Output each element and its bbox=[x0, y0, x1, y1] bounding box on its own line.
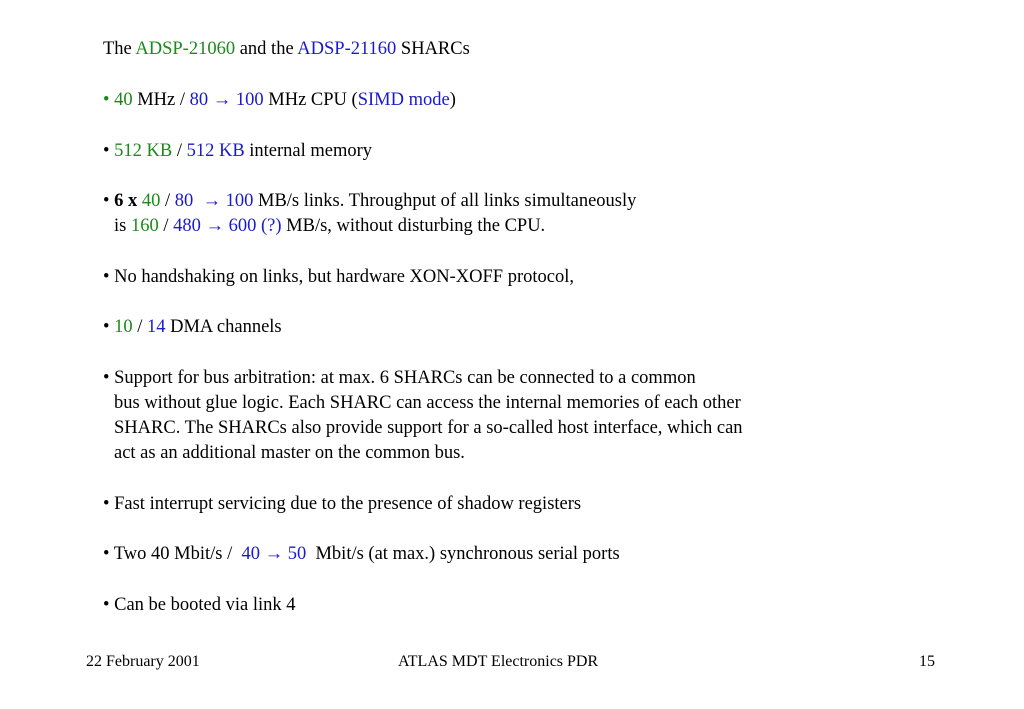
bullet-internal-memory bbox=[103, 140, 372, 162]
title-prefix: The bbox=[103, 39, 132, 59]
value-dma-21060: 10 bbox=[114, 317, 133, 337]
value-memory-21160: 512 KB bbox=[186, 141, 245, 161]
bullet-marker: • bbox=[103, 90, 110, 110]
value-dma-21160: 14 bbox=[147, 317, 166, 337]
text-without-disturbing: MB/s, without disturbing the CPU. bbox=[286, 216, 546, 236]
bullet-marker: • bbox=[103, 317, 110, 337]
text-is: is bbox=[114, 216, 127, 236]
bullet-marker: • bbox=[103, 191, 110, 211]
text-six-x: 6 x bbox=[114, 191, 138, 211]
value-throughput-21160-old: 480 bbox=[173, 216, 201, 236]
text-mhz-cpu: MHz CPU ( bbox=[268, 90, 358, 110]
separator: / bbox=[163, 216, 169, 236]
value-link-21060: 40 bbox=[141, 191, 161, 211]
text-bus-arbitration-4: act as an additional master on the common bus. bbox=[114, 443, 465, 463]
bullet-interrupts bbox=[103, 493, 581, 515]
text-mhz: MHz / bbox=[137, 90, 186, 110]
value-throughput-21160-new: 600 (?) bbox=[228, 216, 282, 236]
simd-mode: SIMD mode bbox=[357, 90, 450, 110]
title-and: and the bbox=[239, 39, 294, 59]
value-mhz-21060: 40 bbox=[114, 90, 133, 110]
bullet-boot bbox=[103, 594, 295, 616]
bullet-marker: • bbox=[103, 141, 110, 161]
text-internal-memory: internal memory bbox=[249, 141, 373, 161]
text-links-throughput: MB/s links. Throughput of all links simultaneously bbox=[258, 191, 637, 211]
bullet-dma bbox=[103, 316, 282, 338]
bullet-cpu-speed bbox=[103, 89, 456, 111]
text-interrupts: Fast interrupt servicing due to the presence of shadow registers bbox=[114, 494, 582, 514]
value-serial-old: 40 bbox=[241, 544, 260, 564]
chip-adsp-21160: ADSP-21160 bbox=[297, 39, 397, 59]
bullet-marker: • bbox=[103, 267, 110, 287]
arrow-icon: → bbox=[264, 544, 284, 564]
text-serial-ports: Mbit/s (at max.) synchronous serial ports bbox=[315, 544, 620, 564]
value-link-21160-new: 100 bbox=[225, 191, 254, 211]
separator: / bbox=[164, 191, 171, 211]
bullet-marker: • bbox=[103, 544, 110, 564]
text-bus-arbitration-3: SHARC. The SHARCs also provide support for a so-called host interface, which can bbox=[114, 418, 743, 438]
slide-title bbox=[103, 38, 470, 60]
text-boot: Can be booted via link 4 bbox=[114, 595, 296, 615]
value-mhz-21160-old: 80 bbox=[189, 90, 209, 110]
value-memory-21060: 512 KB bbox=[114, 141, 173, 161]
footer-date: 22 February 2001 bbox=[86, 653, 200, 670]
title-suffix: SHARCs bbox=[400, 39, 470, 59]
arrow-icon: → bbox=[212, 90, 232, 110]
arrow-icon: → bbox=[205, 216, 224, 236]
value-throughput-21060: 160 bbox=[130, 216, 159, 236]
text-close-paren: ) bbox=[449, 90, 456, 110]
separator: / bbox=[137, 317, 143, 337]
value-serial-new: 50 bbox=[287, 544, 307, 564]
bullet-marker: • bbox=[103, 494, 110, 514]
bullet-links-continued bbox=[114, 215, 545, 237]
text-bus-arbitration-2: bus without glue logic. Each SHARC can access the internal memories of each other bbox=[114, 393, 741, 413]
bullet-marker: • bbox=[103, 368, 110, 388]
text-dma-channels: DMA channels bbox=[170, 317, 282, 337]
bullet-links bbox=[103, 190, 636, 212]
bullet-serial-ports bbox=[103, 543, 620, 565]
footer-title: ATLAS MDT Electronics PDR bbox=[398, 653, 599, 670]
bullet-handshaking bbox=[103, 266, 574, 288]
text-handshaking: No handshaking on links, but hardware XON-XOFF protocol, bbox=[114, 267, 574, 287]
value-mhz-21160-new: 100 bbox=[235, 90, 264, 110]
arrow-icon: → bbox=[202, 191, 221, 211]
chip-adsp-21060: ADSP-21060 bbox=[135, 39, 236, 59]
separator: / bbox=[176, 141, 182, 161]
text-bus-arbitration-1: Support for bus arbitration: at max. 6 SHARCs can be connected to a common bbox=[114, 368, 696, 388]
footer-page-number: 15 bbox=[919, 653, 935, 670]
bullet-bus-arbitration bbox=[103, 367, 696, 389]
value-link-21160-old: 80 bbox=[174, 191, 194, 211]
text-two-40-mbit: Two 40 Mbit/s / bbox=[113, 544, 233, 564]
bullet-marker: • bbox=[103, 595, 110, 615]
